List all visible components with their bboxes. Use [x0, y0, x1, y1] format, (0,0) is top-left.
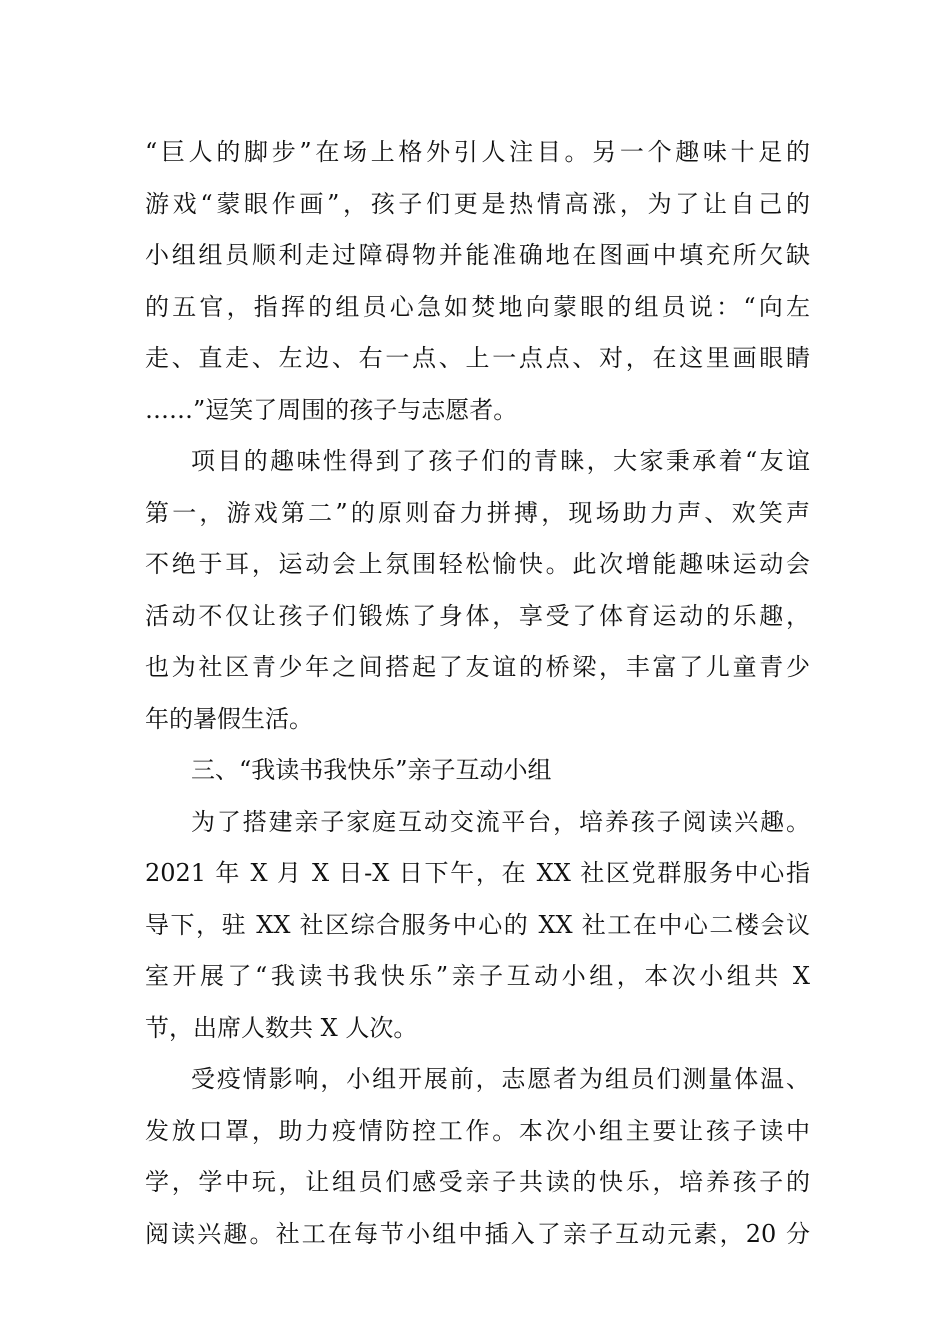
text-line: 阅读兴趣。社工在每节小组中插入了亲子互动元素，20 分	[145, 1219, 810, 1248]
text-line: 室开展了“我读书我快乐”亲子互动小组，本次小组共 X	[145, 962, 810, 990]
text-line: 项目的趣味性得到了孩子们的青睐，大家秉承着“友谊	[191, 447, 810, 475]
text-line: 活动不仅让孩子们锻炼了身体，享受了体育运动的乐趣，	[145, 601, 810, 630]
text-line: 年的暑假生活。	[145, 704, 313, 733]
paragraph	[145, 132, 810, 441]
text-line: 也为社区青少年之间搭起了友谊的桥梁，丰富了儿童青少	[145, 653, 810, 681]
paragraph	[145, 802, 810, 1060]
heading-text: 三、“我读书我快乐”亲子互动小组	[191, 756, 552, 784]
paragraph	[145, 441, 810, 750]
section-heading	[145, 750, 810, 802]
text-line: ……”逗笑了周围的孩子与志愿者。	[145, 395, 518, 424]
document-page	[145, 132, 810, 1265]
text-line: 第一，游戏第二”的原则奋力拼搏，现场助力声、欢笑声	[145, 498, 810, 527]
text-line: 不绝于耳，运动会上氛围轻松愉快。此次增能趣味运动会	[145, 550, 810, 578]
paragraph	[145, 1059, 810, 1265]
text-line: 走、直走、左边、右一点、上一点点、对，在这里画眼睛	[145, 344, 810, 372]
text-line: 游戏“蒙眼作画”，孩子们更是热情高涨，为了让自己的	[145, 189, 810, 218]
text-line: 导下，驻 XX 社区综合服务中心的 XX 社工在中心二楼会议	[145, 910, 810, 939]
text-line: “巨人的脚步”在场上格外引人注目。另一个趣味十足的	[145, 138, 810, 166]
text-line: 节，出席人数共 X 人次。	[145, 1013, 418, 1042]
text-line: 学，学中玩，让组员们感受亲子共读的快乐，培养孩子的	[145, 1168, 810, 1196]
text-line: 受疫情影响，小组开展前，志愿者为组员们测量体温、	[191, 1065, 810, 1093]
text-line: 发放口罩，助力疫情防控工作。本次小组主要让孩子读中	[145, 1116, 810, 1145]
text-line: 为了搭建亲子家庭互动交流平台，培养孩子阅读兴趣。	[191, 807, 810, 836]
text-line: 2021 年 X 月 X 日-X 日下午，在 XX 社区党群服务中心指	[145, 859, 810, 887]
text-line: 的五官，指挥的组员心急如焚地向蒙眼的组员说：“向左	[145, 292, 810, 321]
text-line: 小组组员顺利走过障碍物并能准确地在图画中填充所欠缺	[145, 241, 810, 269]
